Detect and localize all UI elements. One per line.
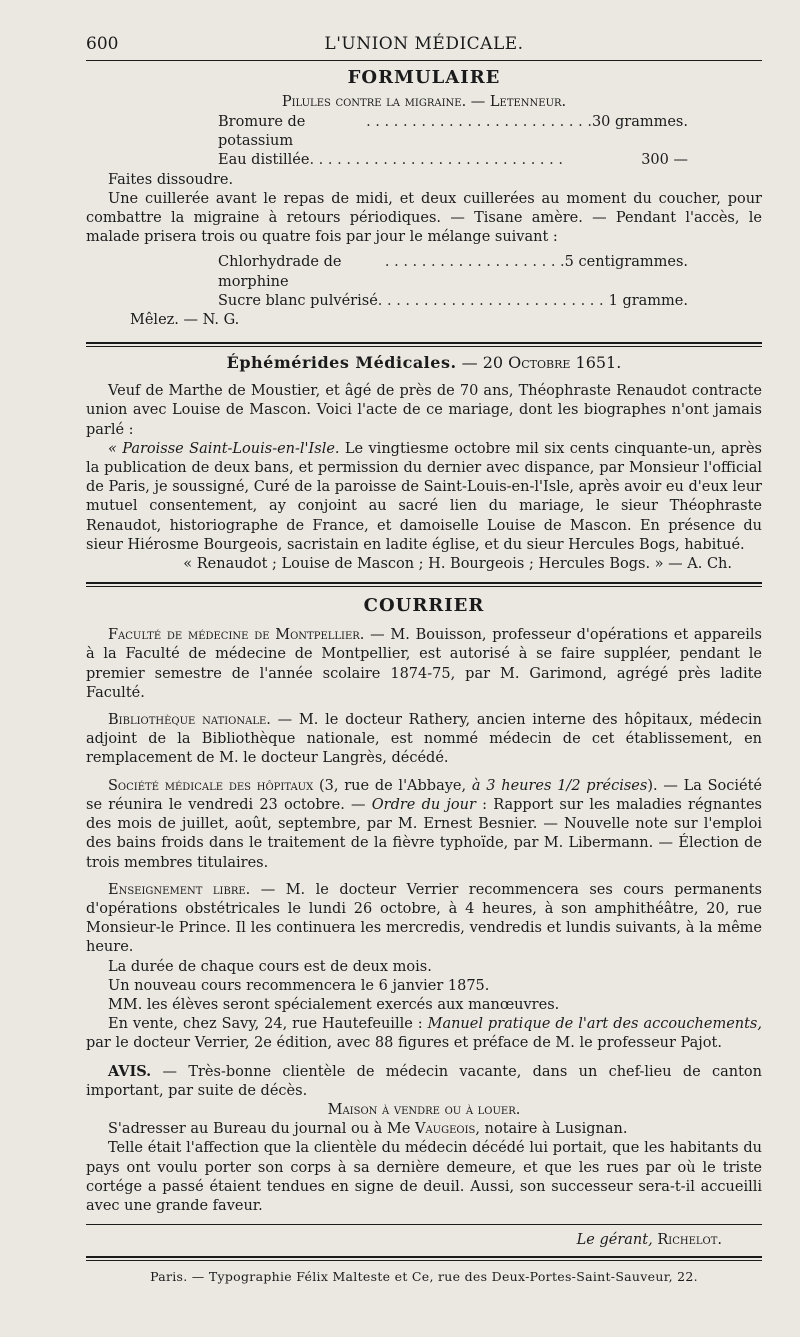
page-content — [86, 34, 762, 1284]
courrier-societe — [86, 777, 762, 873]
running-header — [86, 34, 762, 60]
item-text: — Très-bonne clientèle de médecin vacante, dans un chef-lieu de canton important, par suite de décès. — [86, 1063, 762, 1099]
recipe-ingredients-1 — [218, 113, 762, 171]
ephemerides-paragraph-2 — [86, 440, 762, 555]
ingredient-name: Bromure de potassium — [218, 114, 306, 150]
printer-footer: Paris. — Typographie Félix Malteste et Ce, rue des Deux-Portes-Saint-Sauveur, 22. — [150, 1269, 698, 1285]
ephemerides-paragraph-1: Veuf de Marthe de Moustier, et âgé de près de 70 ans, Théophraste Renaudot contracte union avec Louise de Mascon. Voici l'acte de ce mariage, dont les biographes n'ont jamais parlé : — [86, 383, 762, 438]
ingredient-row: Eau distillée . . . . . . . . . . . . . . . . . . . . . . . . . . . . 300 — — [218, 151, 688, 170]
item-text: En vente, chez Savy, 24, rue Hautefeuille : — [108, 1016, 428, 1033]
ingredient-name: Eau distillée — [218, 152, 310, 169]
ingredient-amount: 30 grammes. — [591, 114, 688, 130]
section-rule — [86, 342, 762, 347]
ingredient-row: Sucre blanc pulvérisé . . . . . . . . . . . . . . . . . . . . . . . . . 1 gramme. — [218, 292, 688, 311]
recipe-closing: Mêlez. — N. G. — [130, 312, 240, 329]
notary-name: Vaugeois — [414, 1121, 476, 1138]
ingredient-name: Chlorhydrade de morphine — [218, 254, 342, 290]
recipe-title: Pilules contre la migraine. — Letenneur. — [281, 94, 567, 110]
recipe-ingredients-2 — [218, 253, 762, 311]
ingredient-amount: 300 — — [641, 152, 688, 169]
courrier-item — [86, 711, 762, 769]
item-lead: Société médicale des hôpitaux — [108, 777, 314, 794]
item-text: par le docteur Verrier, 2e édition, avec 88 figures et préface de M. le professeur Pajot. — [86, 1035, 722, 1052]
book-title: Manuel pratique de l'art des accouchements, — [427, 1016, 762, 1033]
signature-name: Richelot. — [657, 1232, 722, 1249]
maison-heading: Maison à vendre ou à louer. — [327, 1101, 521, 1118]
item-lead: Bibliothèque nationale. — [108, 712, 271, 729]
item-text: — M. le docteur Rathery, ancien interne des hôpitaux, médecin adjoint de la Bibliothèque nationale, est nommé médecin de cet établissement, en remplacement de M. le docteur Langrès, décédé. — [86, 712, 762, 767]
parish-name: « Paroisse Saint-Louis-en-l'Isle. — [108, 440, 340, 457]
ingredient-row: Chlorhydrade de morphine . . . . . . . . . . . . . . . . . . . . 5 centigrammes. — [218, 253, 688, 291]
item-text: — M. le docteur Verrier recommencera ses cours permanents d'opérations obstétricales le lundi 26 octobre, à 4 heures, à son amphithéâtre, 20, rue Monsieur-le Prince. Il les continuera les mercredis, vendredis et lundis suivants, à la même heure. — [86, 881, 762, 956]
ephemerides-date: — 20 Octobre 1651. — [461, 353, 622, 373]
course-duration: La durée de chaque cours est de deux mois. — [108, 958, 432, 975]
marriage-act-text: Le vingtiesme octobre mil six cents cinquante-un, après la publication de deux bans, et permission du dernier avec dispance, par Monsieur l'official de Paris, je soussigné, Curé de la paroisse de Saint-Louis-en-l'Isle, après avoir eu d'eux leur mutuel consentement, ay conjoint au sacré lien du mariage, le sieur Théophraste Renaudot, historiographe de France, et damoiselle Louise de Mascon. En présence du sieur Hiérosme Bourgeois, sacristain en ladite église, et du sieur Hercules Bogs, habitué. — [86, 440, 762, 553]
item-text: (3, rue de l'Abbaye, — [313, 777, 472, 794]
item-text: : Rapport sur les maladies régnantes des mois de juillet, août, septembre, par M. Ernest Besnier. — Nouvelle note sur l'emploi des bains froids dans le traitement de la fièvre typhoïde, par M. Libermann. — Élection de trois membres titulaires. — [86, 796, 763, 871]
signature-role: Le gérant, — [576, 1232, 653, 1249]
ingredient-amount: 5 centigrammes. — [564, 254, 688, 271]
recipe-instruction: Faites dissoudre. — [108, 171, 234, 188]
ingredient-amount: 1 gramme. — [608, 292, 688, 309]
item-text: — M. Bouisson, professeur d'opérations et appareils à la Faculté de médecine de Montpellier, est autorisé à se faire suppléer, pendant le premier semestre de l'année scolaire 1874-75, par M. Garimond, agrégé près ladite Faculté. — [86, 627, 762, 701]
section-rule — [86, 582, 762, 587]
page-number: 600 — [86, 34, 119, 54]
ingredient-name: Sucre blanc pulvérisé — [218, 292, 378, 309]
header-rule — [86, 60, 762, 61]
agenda-label: Ordre du jour — [371, 796, 476, 813]
avis-lead: AVIS. — [108, 1062, 152, 1080]
footer-rule — [86, 1256, 762, 1261]
avis-closing: Telle était l'affection que la clientèle du médecin décédé lui portait, que les habitants du pays ont voulu porter son corps à sa dernière demeure, et que les rues par où le triste cortége a passé étaient tendues en signe de deuil. Aussi, son successeur sera-t-il accueilli avec une grande faveur. — [86, 1140, 762, 1214]
courrier-enseignement — [86, 881, 762, 958]
meeting-time: à 3 heures 1/2 précises — [471, 777, 648, 794]
manager-signature — [86, 1231, 762, 1250]
book-sale — [86, 1015, 762, 1053]
signature-rule — [86, 1224, 762, 1225]
ephemerides-heading — [86, 353, 762, 372]
ingredient-row: Bromure de potassium . . . . . . . . . . . . . . . . . . . . . . . . . 30 grammes. — [218, 113, 688, 151]
formulaire-title: FORMULAIRE — [347, 67, 501, 88]
ephemerides-signatures: « Renaudot ; Louise de Mascon ; H. Bourgeois ; Hercules Bogs. » — A. Ch. — [183, 556, 732, 573]
item-text: , notaire à Lusignan. — [475, 1121, 628, 1138]
item-text: ). — La Société se réunira le vendredi 23 octobre. — — [86, 777, 763, 813]
item-lead: Enseignement libre. — [108, 881, 251, 898]
courrier-item — [86, 626, 762, 703]
new-course: Un nouveau cours recommencera le 6 janvier 1875. — [108, 977, 490, 994]
item-lead: Faculté de médecine de Montpellier. — [108, 627, 365, 644]
avis-address — [86, 1120, 762, 1139]
courrier-title: COURRIER — [363, 595, 485, 617]
avis-notice — [86, 1062, 762, 1101]
journal-title: L'UNION MÉDICALE. — [324, 34, 524, 54]
ephemerides-title: Éphémérides Médicales. — [226, 353, 457, 373]
students-note: MM. les élèves seront spécialement exercés aux manœuvres. — [108, 996, 560, 1013]
recipe-paragraph: Une cuillerée avant le repas de midi, et deux cuillerées au moment du coucher, pour combattre la migraine à retours périodiques. — Tisane amère. — Pendant l'accès, le malade prisera trois ou quatre fois par jour le mélange suivant : — [86, 190, 762, 246]
item-text: S'adresser au Bureau du journal ou à Me — [108, 1121, 415, 1138]
